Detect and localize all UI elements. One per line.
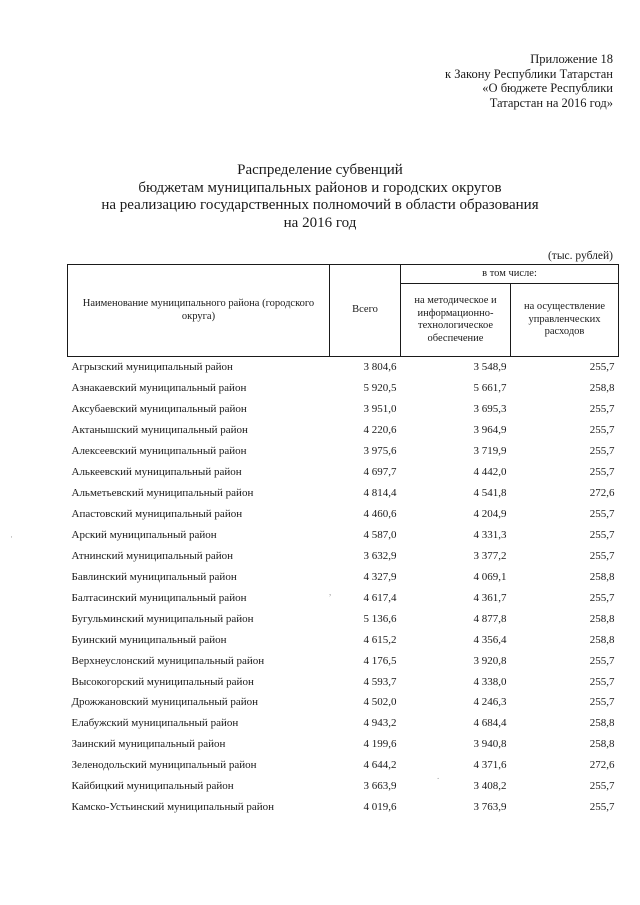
table-row	[68, 587, 619, 608]
cell-admin: 255,7	[589, 549, 615, 562]
table-row	[68, 420, 619, 441]
title-line-2: бюджетам муниципальных районов и городских округов	[138, 179, 502, 196]
cell-name: Арский муниципальный район	[71, 528, 217, 541]
cell-total: 4 814,4	[363, 487, 397, 500]
title-line-4: на 2016 год	[283, 214, 357, 231]
cell-method: 3 940,8	[473, 738, 507, 751]
cell-method: 5 661,7	[473, 382, 507, 395]
table-row	[68, 755, 619, 776]
cell-total: 4 593,7	[363, 675, 397, 688]
table-row	[68, 629, 619, 650]
cell-admin: 258,8	[589, 738, 615, 751]
header-method: на методическое и информационно-технологическое обеспечение	[401, 284, 511, 357]
table-row	[68, 566, 619, 587]
cell-total: 4 644,2	[363, 759, 397, 772]
cell-name: Верхнеуслонский муниципальный район	[71, 654, 265, 667]
table-row	[68, 545, 619, 566]
cell-method: 3 548,9	[473, 361, 507, 374]
table-header	[68, 265, 619, 357]
cell-total: 4 220,6	[363, 424, 397, 437]
scan-mark: ,	[329, 587, 332, 597]
table-row	[68, 504, 619, 525]
cell-name: Бугульминский муниципальный район	[71, 612, 254, 625]
appendix-note	[445, 52, 613, 110]
cell-name: Азнакаевский муниципальный район	[71, 382, 247, 395]
scan-mark: .	[437, 771, 440, 781]
cell-total: 4 943,2	[363, 717, 397, 730]
table-row	[68, 378, 619, 399]
cell-total: 5 920,5	[363, 382, 397, 395]
units-label: (тыс. рублей)	[547, 250, 613, 262]
header-total: Всего	[330, 265, 401, 357]
cell-name: Камско-Устьинский муниципальный район	[71, 801, 275, 814]
table-row	[68, 441, 619, 462]
cell-method: 4 331,3	[473, 528, 507, 541]
cell-method: 4 371,6	[473, 759, 507, 772]
cell-total: 4 617,4	[363, 591, 397, 604]
cell-admin: 255,7	[589, 696, 615, 709]
cell-method: 3 408,2	[473, 780, 507, 793]
cell-total: 3 951,0	[363, 403, 397, 416]
cell-method: 4 361,7	[473, 591, 507, 604]
cell-admin: 255,7	[589, 780, 615, 793]
cell-method: 3 377,2	[473, 549, 507, 562]
cell-name: Кайбицкий муниципальный район	[71, 780, 234, 793]
title-line-1: Распределение субвенций	[237, 162, 403, 178]
cell-name: Дрожжановский муниципальный район	[71, 696, 259, 709]
cell-admin: 258,8	[589, 633, 615, 646]
cell-name: Апастовский муниципальный район	[71, 508, 243, 521]
table-row	[68, 734, 619, 755]
cell-method: 3 920,8	[473, 654, 507, 667]
cell-total: 4 199,6	[363, 738, 397, 751]
cell-admin: 258,8	[589, 570, 615, 583]
cell-total: 4 460,6	[363, 508, 397, 521]
cell-total: 4 587,0	[363, 528, 397, 541]
cell-name: Высокогорский муниципальный район	[71, 675, 254, 688]
cell-admin: 272,6	[589, 487, 615, 500]
table-row	[68, 399, 619, 420]
cell-name: Атнинский муниципальный район	[71, 549, 234, 562]
cell-admin: 255,7	[589, 424, 615, 437]
cell-name: Аксубаевский муниципальный район	[71, 403, 247, 416]
appendix-line-2: к Закону Республики Татарстан	[445, 66, 613, 81]
cell-total: 3 632,9	[363, 549, 397, 562]
cell-method: 4 541,8	[473, 487, 507, 500]
cell-name: Алькеевский муниципальный район	[71, 466, 242, 479]
cell-total: 3 975,6	[363, 445, 397, 458]
appendix-line-4: Татарстан на 2016 год»	[489, 95, 613, 110]
table-row	[68, 650, 619, 671]
cell-admin: 255,7	[589, 466, 615, 479]
cell-name: Бавлинский муниципальный район	[71, 570, 237, 583]
appendix-line-1: Приложение 18	[530, 52, 613, 66]
cell-admin: 258,8	[589, 717, 615, 730]
cell-name: Буинский муниципальный район	[71, 633, 227, 646]
cell-admin: 255,7	[589, 801, 615, 814]
cell-name: Заинский муниципальный район	[71, 738, 226, 751]
cell-total: 4 019,6	[363, 801, 397, 814]
table-row	[68, 797, 619, 818]
table-row	[68, 357, 619, 378]
cell-admin: 255,7	[589, 403, 615, 416]
cell-method: 4 246,3	[473, 696, 507, 709]
header-admin: на осуществление управленческих расходов	[511, 284, 619, 357]
scan-mark: ·	[10, 532, 13, 542]
cell-method: 4 356,4	[473, 633, 507, 646]
subventions-table	[67, 264, 619, 818]
cell-method: 3 719,9	[473, 445, 507, 458]
cell-admin: 255,7	[589, 361, 615, 374]
cell-admin: 255,7	[589, 675, 615, 688]
cell-name: Агрызский муниципальный район	[71, 361, 233, 374]
document-title	[0, 162, 640, 232]
cell-total: 3 663,9	[363, 780, 397, 793]
cell-total: 3 804,6	[363, 361, 397, 374]
cell-method: 3 763,9	[473, 801, 507, 814]
cell-total: 4 327,9	[363, 570, 397, 583]
cell-admin: 255,7	[589, 591, 615, 604]
cell-name: Алексеевский муниципальный район	[71, 445, 247, 458]
cell-method: 3 964,9	[473, 424, 507, 437]
table-row	[68, 525, 619, 546]
table-row	[68, 608, 619, 629]
table-row	[68, 692, 619, 713]
header-including: в том числе:	[401, 265, 619, 284]
header-name: Наименование муниципального района (городского округа)	[68, 265, 330, 357]
table-body	[68, 357, 619, 818]
cell-name: Актанышский муниципальный район	[71, 424, 248, 437]
table-row	[68, 713, 619, 734]
cell-admin: 258,8	[589, 612, 615, 625]
cell-admin: 255,7	[589, 654, 615, 667]
cell-method: 4 877,8	[473, 612, 507, 625]
cell-method: 4 204,9	[473, 508, 507, 521]
cell-total: 4 502,0	[363, 696, 397, 709]
title-line-3: на реализацию государственных полномочий в области образования	[101, 197, 539, 213]
appendix-line-3: «О бюджете Республики	[482, 81, 613, 95]
cell-admin: 255,7	[589, 508, 615, 521]
table-row	[68, 483, 619, 504]
cell-name: Елабужский муниципальный район	[71, 717, 239, 730]
cell-admin: 272,6	[589, 759, 615, 772]
cell-method: 4 069,1	[473, 570, 507, 583]
cell-total: 4 615,2	[363, 633, 397, 646]
table-row	[68, 462, 619, 483]
cell-method: 3 695,3	[473, 403, 507, 416]
cell-method: 4 338,0	[473, 675, 507, 688]
cell-admin: 258,8	[589, 382, 615, 395]
cell-total: 4 176,5	[363, 654, 397, 667]
cell-name: Альметьевский муниципальный район	[71, 487, 254, 500]
cell-admin: 255,7	[589, 528, 615, 541]
table-row	[68, 776, 619, 797]
cell-total: 5 136,6	[363, 612, 397, 625]
cell-name: Балтасинский муниципальный район	[71, 591, 247, 604]
table-row	[68, 671, 619, 692]
cell-method: 4 684,4	[473, 717, 507, 730]
cell-method: 4 442,0	[473, 466, 507, 479]
cell-name: Зеленодольский муниципальный район	[71, 759, 257, 772]
cell-total: 4 697,7	[363, 466, 397, 479]
cell-admin: 255,7	[589, 445, 615, 458]
